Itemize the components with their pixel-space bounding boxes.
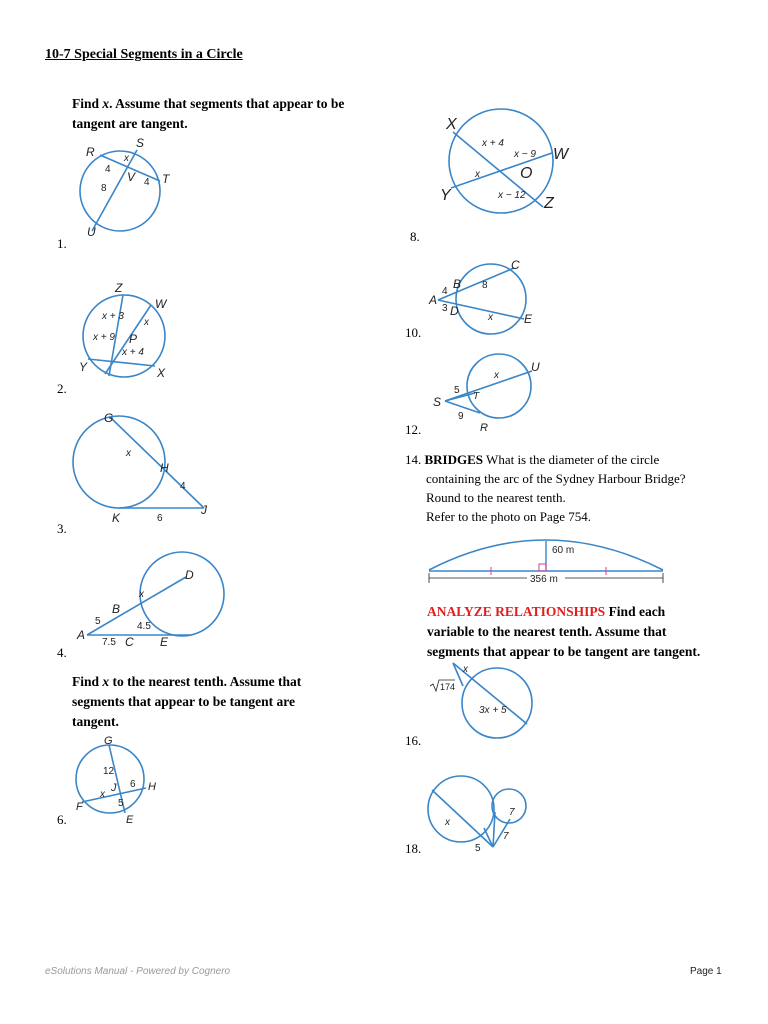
svg-text:J: J — [201, 503, 207, 517]
svg-text:A: A — [77, 628, 86, 642]
svg-text:12: 12 — [103, 766, 115, 777]
svg-text:K: K — [112, 511, 121, 525]
svg-text:x − 12: x − 12 — [498, 190, 526, 201]
svg-text:B: B — [112, 602, 121, 616]
svg-text:A: A — [429, 293, 438, 307]
footer-credit: eSolutions Manual - Powered by Cognero — [45, 966, 231, 977]
svg-text:7: 7 — [503, 831, 509, 842]
svg-text:x + 4: x + 4 — [122, 347, 144, 358]
svg-text:4.5: 4.5 — [137, 621, 151, 632]
svg-text:V: V — [127, 170, 136, 184]
svg-text:U: U — [87, 225, 96, 239]
svg-text:x: x — [139, 589, 144, 600]
svg-text:C: C — [125, 635, 134, 649]
svg-text:6: 6 — [130, 779, 136, 790]
svg-text:x: x — [463, 664, 468, 675]
svg-text:4: 4 — [180, 481, 186, 492]
svg-text:60 m: 60 m — [552, 545, 575, 556]
svg-text:x: x — [445, 817, 450, 828]
analyze-instructions: ANALYZE RELATIONSHIPS Find each variable to the nearest tenth. Assume that segments that appear to be tangent are tangent. — [427, 604, 701, 659]
svg-text:5: 5 — [118, 798, 124, 809]
svg-text:3x + 5: 3x + 5 — [479, 705, 507, 716]
svg-text:G: G — [104, 735, 113, 747]
svg-text:x + 9: x + 9 — [93, 332, 115, 343]
problem-14-heading: BRIDGES — [424, 452, 484, 467]
svg-text:9: 9 — [458, 411, 464, 422]
svg-text:O: O — [520, 165, 533, 182]
svg-text:S: S — [433, 395, 442, 409]
problem-number-18: 18. — [405, 841, 422, 856]
svg-text:x + 3: x + 3 — [102, 311, 124, 322]
svg-text:T: T — [473, 391, 480, 402]
svg-text:Y: Y — [79, 360, 88, 374]
svg-text:H: H — [148, 781, 156, 793]
svg-text:4: 4 — [144, 177, 150, 188]
svg-text:x: x — [100, 789, 105, 800]
svg-text:D: D — [185, 568, 194, 582]
svg-text:Z: Z — [544, 195, 554, 212]
svg-text:x: x — [475, 169, 480, 180]
svg-text:Y: Y — [440, 187, 451, 204]
figure-3 — [70, 410, 220, 525]
svg-text:4: 4 — [105, 164, 111, 175]
svg-text:C: C — [511, 258, 520, 272]
problem-number-3: 3. — [57, 521, 67, 536]
figure-10 — [428, 258, 543, 333]
instructions-1: Find x. Assume that segments that appear to be tangent are tangent. — [72, 96, 345, 131]
svg-text:x − 9: x − 9 — [514, 149, 536, 160]
svg-text:R: R — [480, 422, 488, 434]
figure-2 — [75, 280, 185, 390]
svg-text:B: B — [453, 277, 462, 291]
svg-text:S: S — [136, 136, 145, 150]
page-title: 10-7 Special Segments in a Circle — [45, 47, 243, 62]
svg-text:U: U — [531, 360, 540, 374]
figure-18 — [425, 772, 540, 857]
svg-text:3: 3 — [442, 303, 448, 314]
instructions-2: Find x to the nearest tenth. Assume that segments that appear to be tangent are tangent. — [72, 674, 302, 729]
svg-text:E: E — [160, 635, 169, 649]
svg-text:356 m: 356 m — [530, 574, 558, 585]
problem-number-14: 14. — [405, 452, 422, 467]
figure-8 — [440, 105, 580, 220]
figure-16 — [425, 660, 555, 745]
problem-number-1: 1. — [57, 236, 67, 251]
svg-text:x: x — [488, 312, 493, 323]
svg-text:E: E — [524, 312, 533, 326]
svg-text:8: 8 — [482, 280, 488, 291]
svg-text:H: H — [160, 461, 169, 475]
svg-text:4: 4 — [442, 286, 448, 297]
analyze-heading: ANALYZE RELATIONSHIPS — [427, 604, 606, 619]
svg-text:7.5: 7.5 — [102, 637, 116, 648]
svg-text:x: x — [126, 448, 131, 459]
figure-14 — [425, 528, 670, 588]
svg-text:W: W — [553, 146, 569, 163]
svg-text:x: x — [144, 317, 149, 328]
problem-number-2: 2. — [57, 381, 67, 396]
figure-12 — [430, 352, 550, 434]
problem-number-4: 4. — [57, 645, 67, 660]
svg-text:x: x — [124, 153, 129, 164]
svg-text:5: 5 — [454, 385, 460, 396]
svg-text:R: R — [86, 145, 95, 159]
problem-number-16: 16. — [405, 733, 422, 748]
svg-text:7: 7 — [509, 807, 515, 818]
problem-number-8: 8. — [410, 229, 420, 244]
problem-number-10: 10. — [405, 325, 422, 340]
problem-number-6: 6. — [57, 812, 67, 827]
problem-14-text: 14. BRIDGES What is the diameter of the circle containing the arc of the Sydney Harbour Bridge? Round to the nearest tenth. Refer to the photo on Page 754. — [405, 452, 686, 524]
svg-text:x: x — [494, 370, 499, 381]
page-number: Page 1 — [690, 966, 722, 977]
svg-text:X: X — [157, 366, 166, 380]
svg-text:5: 5 — [475, 843, 481, 854]
svg-text:174: 174 — [440, 682, 456, 692]
problem-number-12: 12. — [405, 422, 422, 437]
svg-text:E: E — [126, 814, 134, 826]
figure-4 — [75, 550, 225, 650]
svg-text:D: D — [450, 304, 459, 318]
svg-text:F: F — [76, 801, 83, 813]
svg-text:8: 8 — [101, 183, 107, 194]
svg-text:T: T — [162, 172, 170, 186]
svg-text:5: 5 — [95, 616, 101, 627]
svg-text:Z: Z — [115, 281, 123, 295]
figure-6 — [72, 732, 172, 827]
svg-text:W: W — [155, 297, 167, 311]
svg-text:x + 4: x + 4 — [482, 138, 504, 149]
svg-text:6: 6 — [157, 513, 163, 524]
svg-text:G: G — [104, 411, 114, 425]
svg-text:J: J — [111, 782, 117, 794]
figure-1 — [70, 135, 180, 245]
svg-text:P: P — [129, 332, 138, 346]
svg-text:X: X — [446, 116, 457, 133]
